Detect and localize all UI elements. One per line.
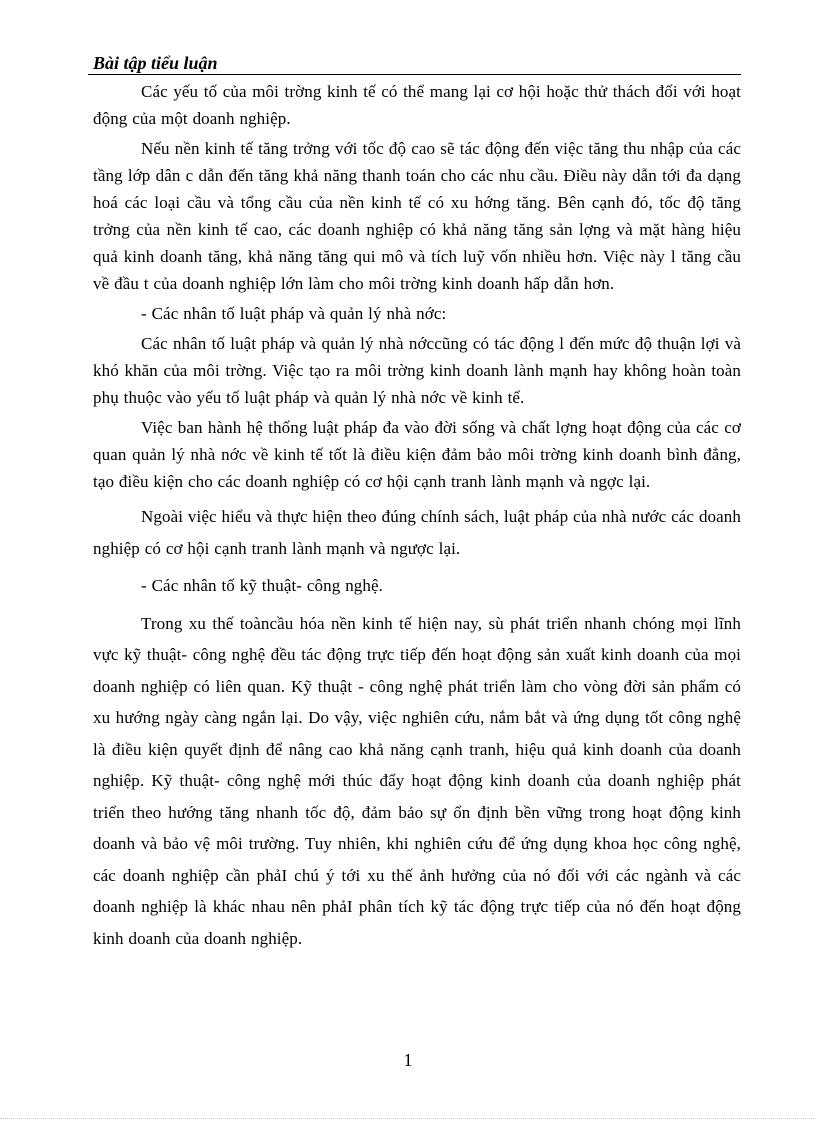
body-text	[93, 78, 741, 954]
paragraph: Ngoài việc hiểu và thực hiện theo đúng chính sách, luật pháp của nhà nước các doanh nghiệp có cơ hội cạnh tranh lành mạnh và ngược lại.	[93, 507, 741, 558]
paragraph: Nếu nền kinh tế tăng trởng với tốc độ cao sẽ tác động đến việc tăng thu nhập của các tầng lớp dân c dẫn đến tăng khả năng thanh toán cho các nhu cầu. Điều này dẫn tới đa dạng hoá các loại cầu và tổng cầu của nền kinh tế có xu hớng tăng. Bên cạnh đó, tốc độ tăng trởng của nền kinh tế cao, các doanh nghiệp có khả năng tăng sản lợng và mặt hàng hiệu quả kinh doanh tăng, khả năng tăng qui mô và tích luỹ vốn nhiều hơn. Việc này l tăng cầu về đầu t của doanh nghiệp lớn làm cho môi trờng kinh doanh hấp dẫn hơn.	[93, 139, 741, 293]
paragraph: Các yếu tố của môi trờng kinh tế có thể mang lại cơ hội hoặc thử thách đối với hoạt động của một doanh nghiệp.	[93, 82, 741, 128]
paragraph: Trong xu thế toàncầu hóa nền kinh tế hiện nay, sù phát triển nhanh chóng mọi lĩnh vực kỹ thuật- công nghệ đều tác động trực tiếp đến hoạt động sản xuất kinh doanh của mọi doanh nghiệp có liên quan. Kỹ thuật - công nghệ phát triển làm cho vòng đời sản phẩm có xu hướng ngày càng ngắn lại. Do vậy, việc nghiên cứu, nắm bắt và ứng dụng tốt công nghệ là điều kiện quyết định để nâng cao khả năng cạnh tranh, hiệu quả kinh doanh của doanh nghiệp. Kỹ thuật- công nghệ mới thúc đẩy hoạt động kinh doanh của doanh nghiệp phát triển theo hướng tăng nhanh tốc độ, đảm bảo sự ổn định bền vững trong hoạt động kinh doanh và bảo vệ môi trường. Tuy nhiên, khi nghiên cứu để ứng dụng khoa học công nghệ, các doanh nghiệp cần phảI chú ý tới xu thế ảnh hưởng của nó đối với các ngành và các doanh nghiệp là khác nhau nên phảI phân tích kỹ tác động trực tiếp của nó đến hoạt động kinh doanh của doanh nghiệp.	[93, 613, 741, 948]
page-bottom-border	[0, 1118, 816, 1119]
paragraph: Việc ban hành hệ thống luật pháp đa vào đời sống và chất lợng hoạt động của các cơ quan quản lý nhà nớc về kinh tế tốt là điều kiện đảm bảo môi trờng kinh doanh bình đẳng, tạo điều kiện cho các doanh nghiệp có cơ hội cạnh tranh lành mạnh và ngợc lại.	[93, 418, 741, 491]
page-number: 1	[403, 1050, 413, 1070]
section-heading: - Các nhân tố luật pháp và quản lý nhà nớc:	[141, 304, 447, 323]
header-divider	[88, 74, 741, 75]
paragraph: Các nhân tố luật pháp và quản lý nhà nớccũng có tác động l đến mức độ thuận lợi và khó khăn của môi trờng. Việc tạo ra môi trờng kinh doanh lành mạnh hay không hoàn toàn phụ thuộc vào yếu tố luật pháp và quản lý nhà nớc về kinh tế.	[93, 334, 741, 407]
section-heading: - Các nhân tố kỹ thuật- công nghệ.	[141, 576, 384, 595]
running-header: Bài tập tiểu luận	[93, 53, 218, 73]
